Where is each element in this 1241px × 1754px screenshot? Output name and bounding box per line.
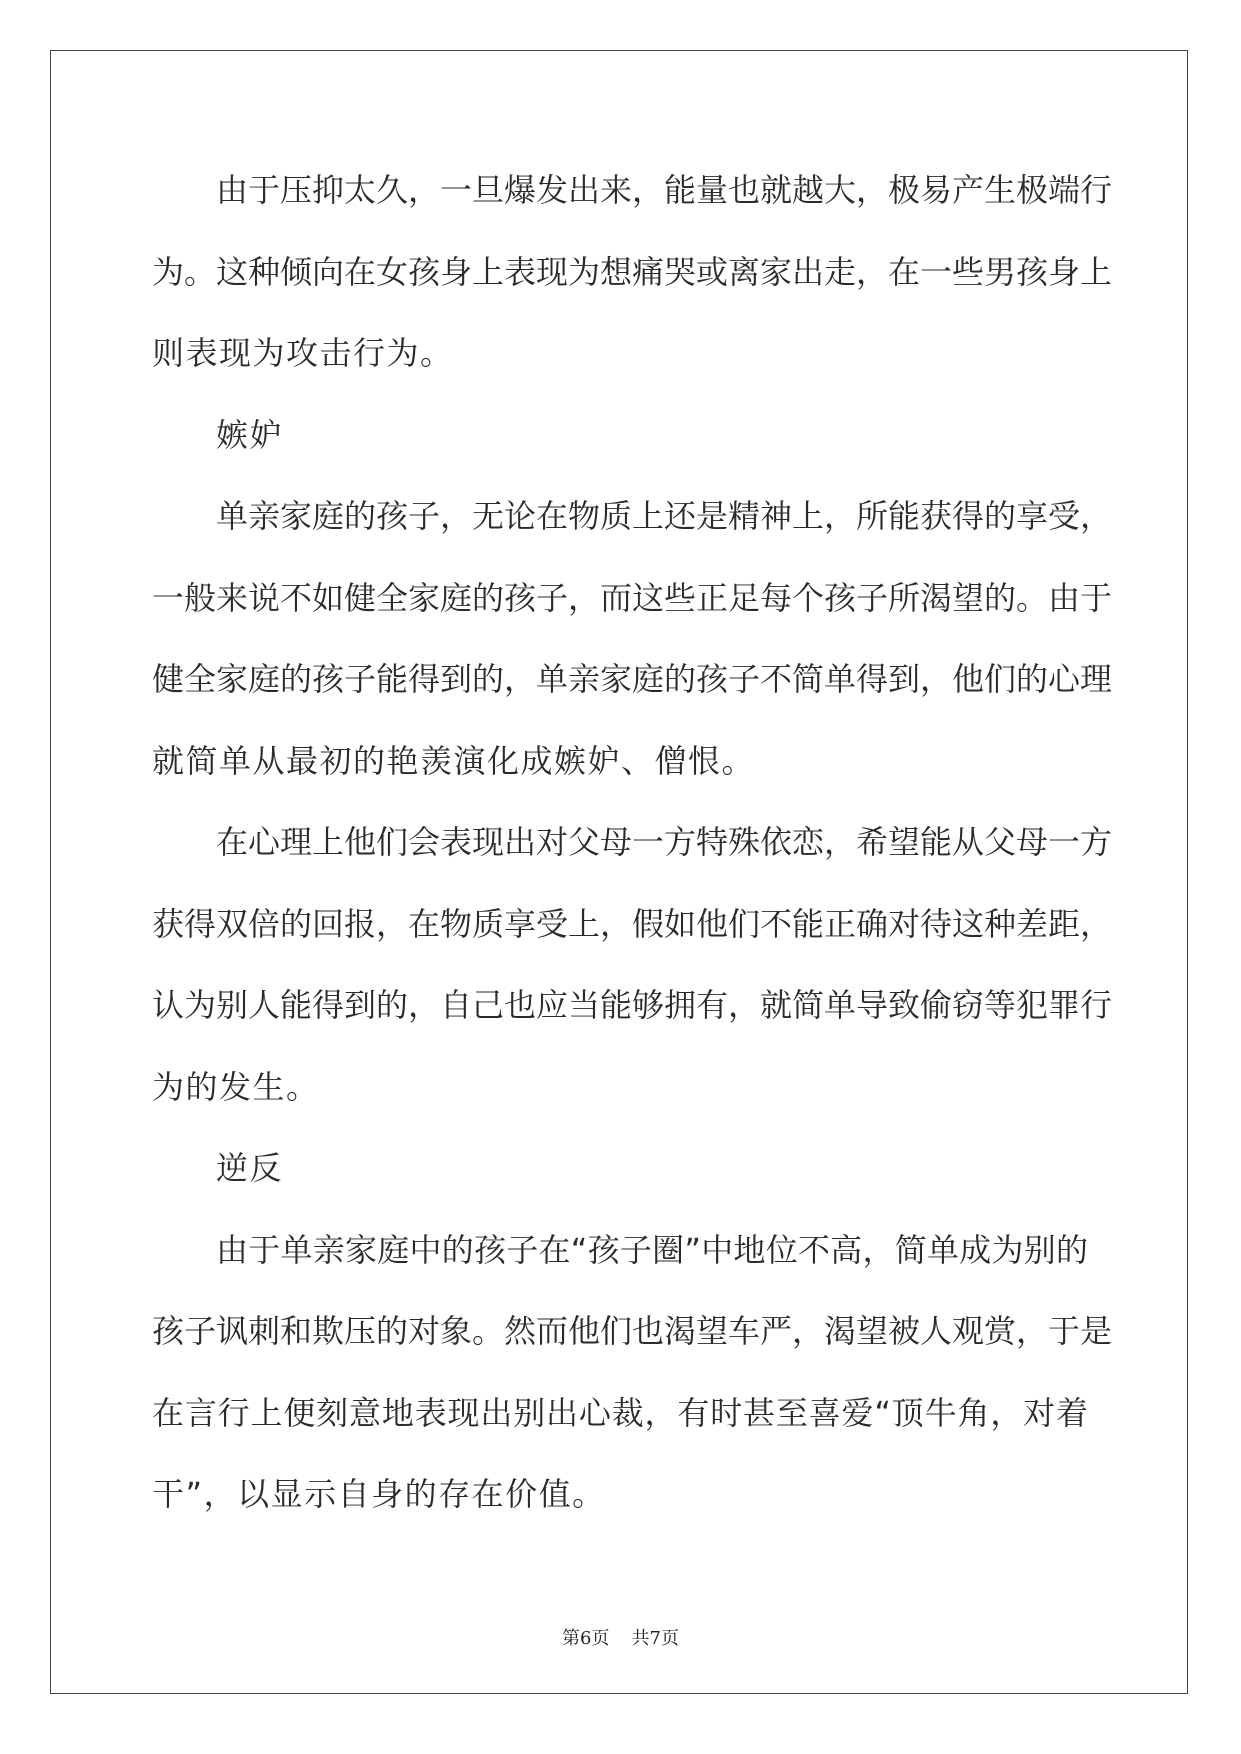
text-line: 由于单亲家庭中的孩子在“孩子圈”中地位不高，简单成为别的	[216, 1230, 1088, 1269]
section-heading: 嫉妒	[216, 415, 284, 454]
text-line: 认为别人能得到的，自己也应当能够拥有，就简单导致偷窃等犯罪行	[152, 986, 1113, 1024]
page-total: 共7页	[631, 1628, 679, 1649]
text-line: 为。这种倾向在女孩身上表现为想痛哭或离家出走，在一些男孩身上	[152, 252, 1113, 291]
text-line: 为的发生。	[152, 1067, 320, 1106]
page-footer	[0, 1624, 1241, 1650]
document-body	[152, 150, 1113, 1536]
text-line: 在言行上便刻意地表现出别出心裁，有时甚至喜爱“顶牛角，对着	[152, 1393, 1088, 1432]
text-line: 干”，以显示自身的存在价值。	[152, 1475, 606, 1513]
page-number: 第6页	[562, 1628, 610, 1649]
text-line: 在心理上他们会表现出对父母一方特殊依恋，希望能从父母一方	[216, 823, 1113, 861]
section-heading: 逆反	[216, 1149, 284, 1187]
text-line: 单亲家庭的孩子，无论在物质上还是精神上，所能获得的享受，	[216, 497, 1113, 535]
text-line: 由于压抑太久，一旦爆发出来，能量也就越大，极易产生极端行	[216, 171, 1113, 209]
text-line: 则表现为攻击行为。	[152, 334, 454, 372]
text-line: 孩子讽刺和欺压的对象。然而他们也渴望车严，渴望被人观赏，于是	[152, 1312, 1113, 1350]
text-line: 健全家庭的孩子能得到的，单亲家庭的孩子不简单得到，他们的心理	[152, 660, 1113, 698]
text-line: 就简单从最初的艳羡演化成嫉妒、僧恨。	[152, 741, 756, 780]
text-line: 一般来说不如健全家庭的孩子，而这些正足每个孩子所渴望的。由于	[152, 578, 1113, 617]
text-line: 获得双倍的回报，在物质享受上，假如他们不能正确对待这种差距，	[152, 904, 1113, 943]
